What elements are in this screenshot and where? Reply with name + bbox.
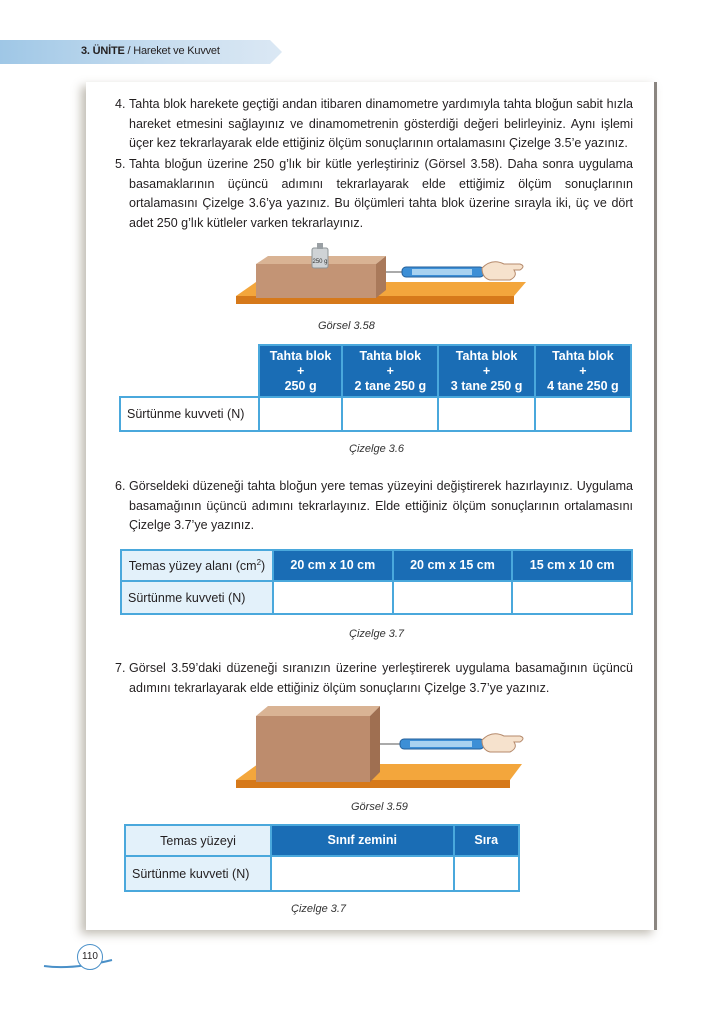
header-cell: 15 cm x 10 cm	[512, 550, 632, 581]
wooden-block	[256, 706, 380, 782]
page-number: 110	[77, 944, 103, 970]
dynamometer	[386, 267, 484, 277]
step-number: 7.	[115, 661, 126, 675]
answer-cell[interactable]	[535, 397, 631, 431]
row-label: Sürtünme kuvveti (N)	[125, 856, 271, 891]
corner-label: Temas yüzeyi	[125, 825, 271, 856]
step-6	[117, 477, 633, 536]
table-caption: Çizelge 3.7	[291, 903, 347, 915]
step-5	[117, 155, 633, 233]
unit-subject: / Hareket ve Kuvvet	[127, 45, 220, 57]
hand	[482, 734, 523, 752]
row-label: Sürtünme kuvveti (N)	[120, 397, 259, 431]
step-number: 6.	[115, 479, 126, 493]
step-text: Görsel 3.59’daki düzeneği sıranızın üzerine yerleştirerek uygulama basamağının üçüncü adımını tekrarlayarak elde ettiğiniz ölçüm sonuçlarını Çizelge 3.7’ye yazınız.	[129, 661, 633, 695]
answer-cell[interactable]	[438, 397, 534, 431]
step-number: 5.	[115, 157, 126, 171]
figure-caption: Görsel 3.58	[318, 320, 375, 332]
unit-title: 3. ÜNİTE	[81, 45, 125, 57]
hand	[482, 262, 523, 280]
row-label: Sürtünme kuvveti (N)	[121, 581, 273, 614]
step-text: Tahta blok harekete geçtiği andan itibaren dinamometre yardımıyla tahta bloğun sabit hızla hareket etmesini sağlayınız ve dinamometrenin gösterdiği değeri belirleyiniz. Aynı işlemi üçer kez tekrarlayarak elde ettiğiniz ölçüm sonuçlarının ortalamasını Çizelge 3.5’e yazınız.	[129, 97, 633, 150]
header-cell: Tahta blok + 2 tane 250 g	[342, 345, 438, 397]
figure-3-59	[230, 702, 530, 794]
header-cell: Tahta blok + 4 tane 250 g	[535, 345, 631, 397]
table-3-6	[119, 344, 632, 432]
table-3-7-area	[120, 549, 633, 615]
table-3-7-surface	[124, 824, 520, 892]
figure-caption: Görsel 3.59	[351, 801, 408, 813]
table-caption: Çizelge 3.7	[349, 628, 405, 640]
header-cell: 20 cm x 15 cm	[393, 550, 513, 581]
answer-cell[interactable]	[393, 581, 513, 614]
header-cell: Tahta blok + 250 g	[259, 345, 342, 397]
mass-250g	[312, 243, 328, 268]
header-cell: Tahta blok + 3 tane 250 g	[438, 345, 534, 397]
step-text: Tahta bloğun üzerine 250 g’lık bir kütle yerleştiriniz (Görsel 3.58). Daha sonra uygulama basamaklarının üçüncü adımını tekrarlayarak elde ettiğimiz ölçüm sonuçlarının ortalamasını Çizelge 3.6’ya yazınız. Bu ölçümleri tahta blok üzerine sırayla iki, üç ve dört adet 250 g’lık kütleler varken tekrarlayınız.	[129, 157, 633, 230]
step-number: 4.	[115, 97, 126, 111]
figure-3-58	[226, 238, 536, 310]
answer-cell[interactable]	[273, 581, 393, 614]
corner-label: Temas yüzey alanı $(cm^2)$	[121, 550, 273, 581]
step-text: Görseldeki düzeneği tahta bloğun yere temas yüzeyini değiştirerek hazırlayınız. Uygulama basamağının üçüncü adımını tekrarlayınız. Elde ettiğiniz ölçüm sonuçlarının ortalamasını Çizelge 3.7’ye yazınız.	[129, 479, 633, 532]
header-cell: 20 cm x 10 cm	[273, 550, 393, 581]
header-cell: Sınıf zemini	[271, 825, 454, 856]
answer-cell[interactable]	[342, 397, 438, 431]
header-cell: Sıra	[454, 825, 520, 856]
step-7	[117, 659, 633, 698]
unit-header	[81, 45, 220, 57]
answer-cell[interactable]	[259, 397, 342, 431]
step-4	[117, 95, 633, 154]
answer-cell[interactable]	[454, 856, 520, 891]
answer-cell[interactable]	[271, 856, 454, 891]
dynamometer	[380, 739, 484, 749]
table-caption: Çizelge 3.6	[349, 443, 405, 455]
mass-label: 250 g	[312, 259, 328, 265]
answer-cell[interactable]	[512, 581, 632, 614]
